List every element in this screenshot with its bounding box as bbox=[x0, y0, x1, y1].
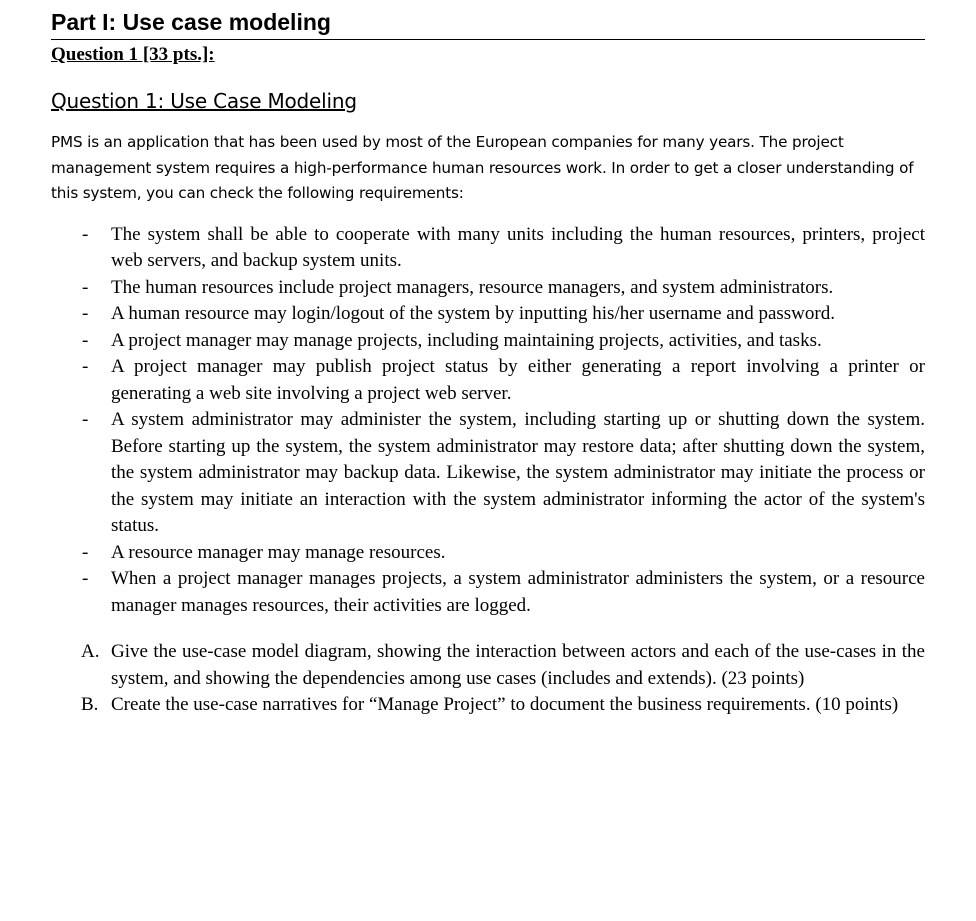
part-title: Part I: Use case modeling bbox=[51, 9, 331, 35]
list-dash: - bbox=[82, 356, 89, 377]
list-dash: - bbox=[82, 568, 89, 589]
requirement-text: A resource manager may manage resources. bbox=[111, 541, 446, 563]
question-header: Question 1 [33 pts.]: bbox=[51, 44, 215, 65]
list-dash: - bbox=[82, 303, 89, 324]
document-page bbox=[51, 0, 925, 719]
requirement-text: The system shall be able to cooperate with many units including the human resources, printers, project web servers, and backup system units. bbox=[111, 223, 925, 271]
task-marker: B. bbox=[81, 694, 99, 715]
requirement-text: When a project manager manages projects, a system administrator administers the system, or a resource manager manages resources, their activities are logged. bbox=[111, 568, 925, 616]
requirement-item bbox=[51, 407, 925, 540]
requirement-item bbox=[51, 328, 925, 355]
requirement-item bbox=[51, 540, 925, 567]
requirement-item bbox=[51, 222, 925, 275]
requirement-text: A system administrator may administer the system, including starting up or shutting down the system. Before starting up the system, the system administrator may restore data; after shutting down the system, the system administrator may backup data. Likewise, the system administrator may initiate the process or the system may initiate an interaction with the system administrator informing the actor of the system's status. bbox=[111, 409, 925, 536]
task-item-b bbox=[51, 692, 925, 719]
task-item-a bbox=[51, 639, 925, 692]
requirement-text: A project manager may manage projects, including maintaining projects, activities, and tasks. bbox=[111, 329, 822, 351]
task-text: Give the use-case model diagram, showing the interaction between actors and each of the use-cases in the system, and showing the dependencies among use cases (includes and extends). (23 points) bbox=[111, 641, 925, 689]
list-dash: - bbox=[82, 276, 89, 298]
list-dash: - bbox=[82, 329, 89, 351]
requirement-text: A project manager may publish project status by either generating a report involving a printer or generating a web site involving a project web server. bbox=[111, 356, 925, 404]
requirement-item bbox=[51, 301, 925, 328]
list-dash: - bbox=[82, 541, 89, 563]
list-dash: - bbox=[82, 223, 89, 245]
task-marker: A. bbox=[81, 641, 100, 662]
task-list bbox=[51, 639, 925, 719]
requirement-item bbox=[51, 354, 925, 407]
requirements-list bbox=[51, 222, 925, 620]
task-text: Create the use-case narratives for “Manage Project” to document the business requirements. (10 points) bbox=[111, 694, 899, 715]
requirement-item bbox=[51, 275, 925, 302]
title-divider bbox=[51, 39, 925, 40]
requirement-text: The human resources include project managers, resource managers, and system administrators. bbox=[111, 276, 834, 298]
requirement-text: A human resource may login/logout of the system by inputting his/her username and password. bbox=[111, 303, 835, 324]
section-heading: Question 1: Use Case Modeling bbox=[51, 89, 357, 113]
intro-paragraph: PMS is an application that has been used by most of the European companies for many years. The project management system requires a high-performance human resources work. In order to get a closer understanding of this system, you can check the following requirements: bbox=[51, 133, 914, 202]
list-dash: - bbox=[82, 409, 89, 430]
requirement-item bbox=[51, 566, 925, 619]
